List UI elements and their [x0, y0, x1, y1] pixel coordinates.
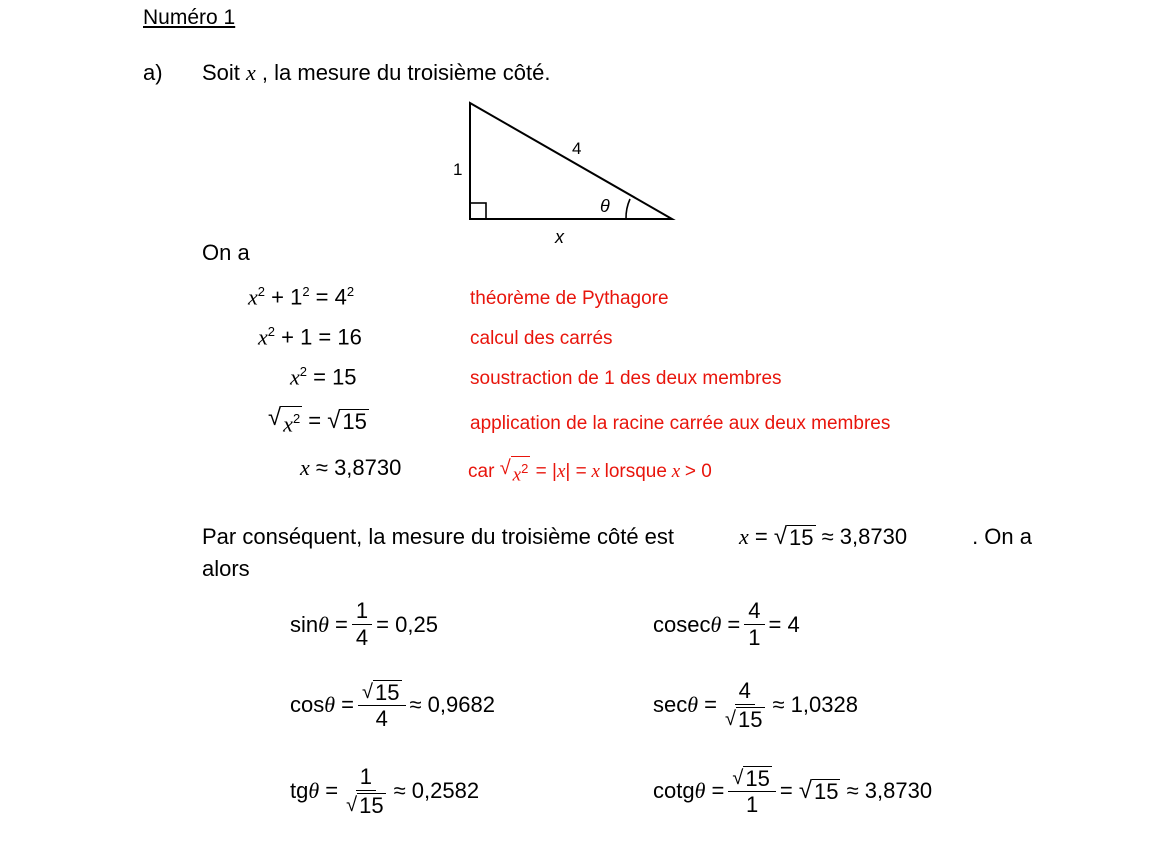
- step-1-reason: théorème de Pythagore: [470, 288, 669, 309]
- step-2-eq: $x^2 + 1 = 16$: [258, 324, 362, 350]
- side-label-hyp: 4: [572, 139, 582, 158]
- step-5-reason: car √ $x^2$ = | x | = x lorsque x > 0: [468, 457, 712, 486]
- cos-formula: cos θ = √ 15 4 ≈ 0,9682: [290, 680, 495, 731]
- step-5-eq: x ≈ 3,8730: [300, 455, 402, 480]
- right-triangle-diagram: [440, 95, 690, 250]
- intro-var: x: [246, 60, 256, 85]
- step-4-reason: application de la racine carrée aux deux membres: [470, 413, 891, 434]
- conclusion-line-1: Par conséquent, la mesure du troisième côté est x = √ 15 ≈ 3,8730 . On a: [202, 522, 1032, 550]
- right-angle-mark: [470, 203, 486, 219]
- cotg-formula: cotg θ = √ 15 1 = √ 15 ≈ 3,8730: [653, 766, 933, 817]
- angle-label: θ: [600, 196, 610, 216]
- tg-formula: tg θ = 1 √ 15 ≈ 0,2582: [290, 764, 480, 818]
- intro-after: , la mesure du troisième côté.: [255, 60, 551, 85]
- step-1-eq: $x^2 + 1^2 = 4^2$: [248, 284, 355, 310]
- step-4-eq: √ $x^2$ = √ 15: [268, 404, 367, 437]
- cosec-formula: cosec θ = $\frac{4}{1}$ = 4: [653, 598, 800, 650]
- sin-formula: sin θ = $\frac{1}{4}$ = 0,25: [290, 598, 438, 650]
- step-3-reason: soustraction de 1 des deux membres: [470, 368, 782, 389]
- side-label-base: x: [555, 227, 564, 247]
- conclusion-before: Par conséquent, la mesure du troisième côté est: [202, 524, 675, 549]
- angle-arc: [626, 199, 630, 219]
- conclusion-line-2: alors: [202, 556, 250, 581]
- heading: Numéro 1: [143, 6, 236, 29]
- on-a-text: On a: [202, 240, 250, 265]
- intro-before: Soit: [202, 60, 247, 85]
- step-2-reason: calcul des carrés: [470, 328, 613, 349]
- part-a-label: a): [143, 60, 163, 85]
- triangle-shape: [470, 103, 672, 219]
- part-a-intro: [202, 60, 550, 86]
- conclusion-after: . On a: [972, 524, 1032, 549]
- sec-formula: sec θ = 4 √ 15 ≈ 1,0328: [653, 678, 858, 732]
- side-label-vertical: 1: [453, 160, 463, 179]
- step-3-eq: $x^2 = 15$: [290, 364, 357, 390]
